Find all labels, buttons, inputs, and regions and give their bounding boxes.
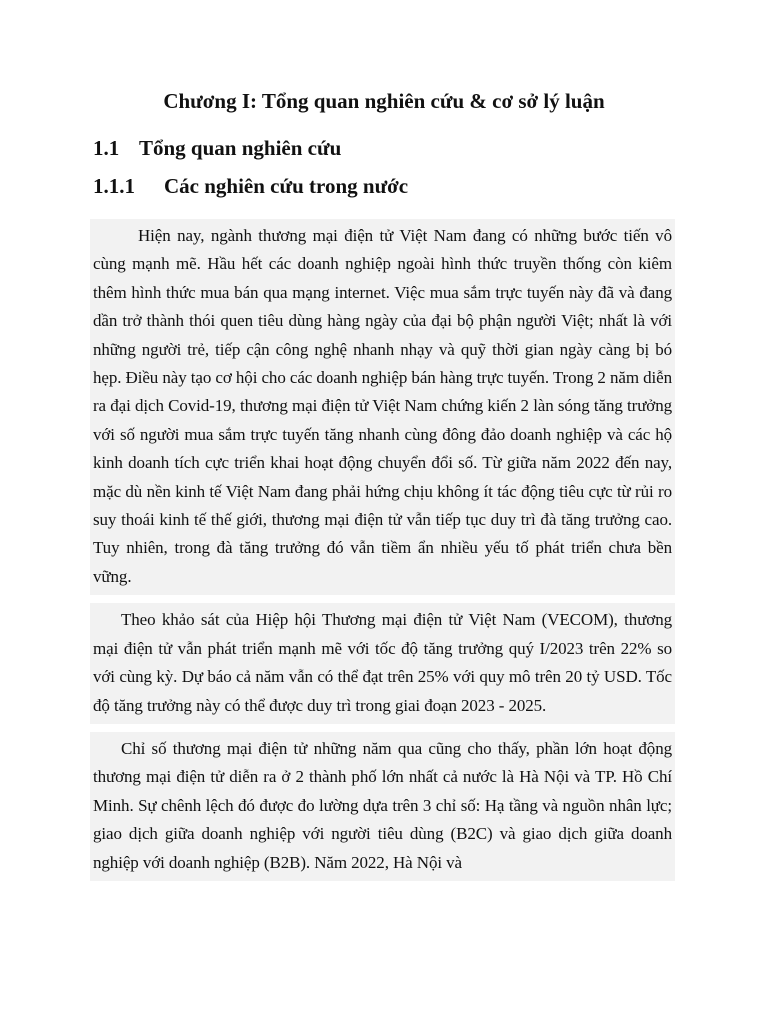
section-title: Tổng quan nghiên cứu [139, 136, 342, 160]
subsection-number: 1.1.1 [93, 174, 135, 198]
chapter-title: Chương I: Tổng quan nghiên cứu & cơ sở lý luận [163, 89, 605, 113]
subsection-title: Các nghiên cứu trong nước [164, 174, 409, 198]
paragraph-1: Hiện nay, ngành thương mại điện tử Việt Nam đang có những bước tiến vô cùng mạnh mẽ. Hầu hết các doanh nghiệp ngoài hình thức truyền thống còn kiêm thêm hình thức mua bán qua mạng internet. Việc mua sắm trực tuyến này đã và đang dần trở thành thói quen tiêu dùng hàng ngày của đại bộ phận người Việt; nhất là với những người trẻ, tiếp cận công nghệ nhanh nhạy và quỹ thời gian ngày càng bị bó hẹp. Điều này tạo cơ hội cho các doanh nghiệp bán hàng trực tuyến. Trong 2 năm diễn ra đại dịch Covid-19, thương mại điện tử Việt Nam chứng kiến 2 làn sóng tăng trưởng với số người mua sắm trực tuyến tăng nhanh cùng đông đảo doanh nghiệp và các hộ kinh doanh tích cực triển khai hoạt động chuyển đổi số. Từ giữa năm 2022 đến nay, mặc dù nền kinh tế Việt Nam đang phải hứng chịu không ít tác động tiêu cực từ rủi ro suy thoái kinh tế thế giới, thương mại điện tử vẫn tiếp tục duy trì đà tăng trưởng cao. Tuy nhiên, trong đà tăng trưởng đó vẫn tiềm ẩn nhiều yếu tố phát triển chưa bền vững. [90, 219, 675, 595]
body-text [90, 219, 675, 881]
section-number: 1.1 [93, 136, 120, 160]
subsection-heading [93, 171, 408, 201]
paragraph-2: Theo khảo sát của Hiệp hội Thương mại điện tử Việt Nam (VECOM), thương mại điện tử vẫn phát triển mạnh mẽ với tốc độ tăng trưởng quý I/2023 trên 22% so với cùng kỳ. Dự báo cả năm vẫn có thể đạt trên 25% với quy mô trên 20 tỷ USD. Tốc độ tăng trưởng này có thể được duy trì trong giai đoạn 2023 - 2025. [90, 603, 675, 724]
paragraph-3: Chỉ số thương mại điện tử những năm qua cũng cho thấy, phần lớn hoạt động thương mại điện tử diễn ra ở 2 thành phố lớn nhất cả nước là Hà Nội và TP. Hồ Chí Minh. Sự chênh lệch đó được đo lường dựa trên 3 chỉ số: Hạ tầng và nguồn nhân lực; giao dịch giữa doanh nghiệp với người tiêu dùng (B2C) và giao dịch giữa doanh nghiệp với doanh nghiệp (B2B). Năm 2022, Hà Nội và [90, 732, 675, 881]
section-heading [93, 133, 341, 163]
